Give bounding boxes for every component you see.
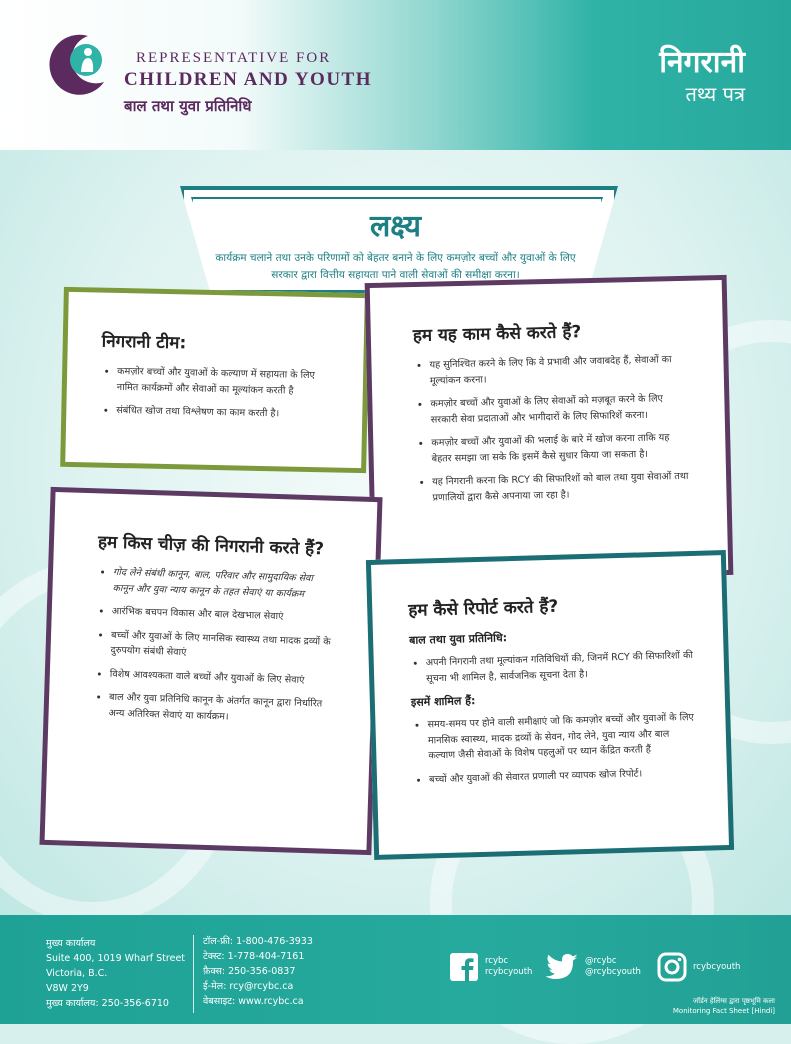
- postal-code: V8W 2Y9: [46, 983, 89, 994]
- fax-number: फ़ैक्स: 250-356-0837: [203, 966, 296, 977]
- how-we-work-list: [413, 352, 690, 506]
- list-item: • समय-समय पर होने वाली समीक्षाएं जो कि कमज़ोर बच्चों और युवाओं के लिए मानसिक स्वास्थ्य, मादक द्रव्यों के सेवन, गोद लेने, युवा न्याय और बाल कल्याण जैसी सेवाओं के विशेष पहलुओं पर ध्यान केंद्रित करती हैं: [427, 710, 696, 764]
- instagram-handle: rcybcyouth: [693, 961, 741, 972]
- org-name-hindi: बाल तथा युवा प्रतिनिधि: [124, 97, 252, 115]
- document-id: Monitoring Fact Sheet [Hindi]: [672, 1007, 775, 1015]
- list-item: • कमज़ोर बच्चों और युवाओं के लिए सेवाओं को मज़बूत करने के लिए सरकारी सेवा प्रदाताओं और भागीदारों के लिए सिफारिशें करना।: [430, 391, 689, 428]
- goal-title: लक्ष्य: [369, 209, 422, 244]
- monitoring-team-box: [60, 287, 370, 473]
- what-we-monitor-list: [92, 564, 335, 727]
- goal-text: कार्यक्रम चलाने तथा उनके परिणामों को बेहतर बनाने के लिए कमज़ोर बच्चों और युवाओं के लिए सरकार द्वारा वित्तीय सहायता पाने वाली सेवाओं की समीक्षा करना।: [215, 252, 576, 281]
- list-item: • कमज़ोर बच्चों और युवाओं की भलाई के बारे में खोज करना ताकि यह बेहतर समझा जा सके कि इसमें कैसे सुधार किया जा सकता है।: [431, 430, 690, 467]
- footer-credit: [673, 996, 775, 1016]
- list-item: • कमज़ोर बच्चों और युवाओं के कल्याण में सहायता के लिए नामित कार्यक्रमों और सेवाओं का मूल्यांकन करती है: [117, 364, 334, 400]
- list-item: • विशेष आवश्यकता वाले बच्चों और युवाओं के लिए सेवाएं: [110, 666, 332, 688]
- rcy-logo-icon: [48, 32, 114, 98]
- twitter-handle-1: @rcybc: [585, 956, 617, 966]
- tollfree-phone: टॉल-फ्री: 1-800-476-3933: [203, 936, 313, 947]
- footer-contacts: [203, 934, 313, 1009]
- monitoring-team-heading: निगरानी टीम:: [101, 331, 187, 354]
- facebook-handle-2: rcybcyouth: [485, 967, 533, 977]
- list-item: • गोद लेने संबंधी कानून, बाल, परिवार और सामुदायिक सेवा कानून और युवा न्याय कानून के तहत सेवाएं या कार्यक्रम: [112, 565, 335, 603]
- list-item: • बच्चों और युवाओं की सेवारत प्रणाली पर व्यापक खोज रिपोर्ट।: [429, 764, 697, 787]
- what-we-monitor-heading: हम किस चीज़ की निगरानी करते हैं?: [97, 532, 325, 560]
- facebook-link[interactable]: [449, 952, 532, 982]
- twitter-link[interactable]: [545, 952, 641, 982]
- list-item: • यह सुनिश्चित करने के लिए कि वे प्रभावी और जवाबदेह हैं, सेवाओं का मूल्यांकन करना।: [429, 352, 688, 389]
- report-subheading-representative: बाल तथा युवा प्रतिनिधि:: [408, 631, 508, 647]
- instagram-icon: [657, 952, 687, 982]
- document-subtitle: तथ्य पत्र: [685, 82, 745, 106]
- list-item: • आरंभिक बचपन विकास और बाल देखभाल सेवाएं: [112, 604, 334, 626]
- twitter-handle-2: @rcybcyouth: [585, 967, 641, 977]
- list-item: • बाल और युवा प्रतिनिधि कानून के अंतर्गत कानून द्वारा निर्धारित अन्य अतिरिक्त सेवाएं या कार्यक्रम।: [108, 690, 331, 728]
- facebook-icon: [449, 952, 479, 982]
- how-we-work-box: [365, 275, 734, 583]
- what-we-monitor-box: [39, 487, 382, 855]
- list-item: • अपनी निगरानी तथा मूल्यांकन गतिविधियों की, जिनमें RCY की सिफारिशों की सूचना भी शामिल है, सार्वजनिक सूचना देता है।: [426, 648, 695, 686]
- office-phone: मुख्य कार्यालय: 250-356-6710: [46, 998, 169, 1009]
- how-we-report-box: [366, 550, 734, 860]
- how-we-report-heading: हम कैसे रिपोर्ट करते हैं?: [408, 596, 559, 621]
- report-list-1: [410, 648, 695, 687]
- footer-address: [46, 936, 185, 1011]
- org-name-english-line2: CHILDREN AND YOUTH: [124, 69, 372, 90]
- document-title: निगरानी: [659, 45, 745, 80]
- address-line-1: Suite 400, 1019 Wharf Street: [46, 953, 186, 964]
- art-credit: जॉर्डन हेलिंग्स द्वारा पृष्ठभूमि कला: [693, 997, 775, 1005]
- list-item: • यह निगरानी करना कि RCY की सिफारिशों को बाल तथा युवा सेवाओं तथा प्रणालियों द्वारा कैसे अपनाया जा रहा है।: [432, 469, 691, 506]
- monitoring-team-list: [100, 364, 333, 423]
- footer-divider: [193, 935, 194, 1013]
- text-phone: टेक्स्ट: 1-778-404-7161: [203, 951, 305, 962]
- how-we-work-heading: हम यह काम कैसे करते हैं?: [412, 322, 582, 347]
- address-line-2: Victoria, B.C.: [46, 968, 108, 979]
- org-name-english-line1: REPRESENTATIVE FOR: [136, 50, 332, 66]
- instagram-link[interactable]: [657, 952, 740, 982]
- email-link[interactable]: ई-मेल: rcy@rcybc.ca: [203, 981, 294, 992]
- twitter-icon: [545, 952, 579, 982]
- website-link[interactable]: वेबसाइट: www.rcybc.ca: [203, 996, 304, 1007]
- list-item: • बच्चों और युवाओं के लिए मानसिक स्वास्थ्य तथा मादक द्रव्यों के दुरुपयोग संबंधी सेवाएं: [110, 627, 333, 665]
- office-label: मुख्य कार्यालय: [46, 938, 96, 949]
- report-subheading-includes: इसमें शामिल हैं:: [410, 694, 476, 709]
- report-list-2: [411, 710, 697, 788]
- list-item: • संबंधित खोज तथा विश्लेषण का काम करती है।: [116, 403, 332, 423]
- facebook-handle-1: rcybc: [485, 956, 509, 966]
